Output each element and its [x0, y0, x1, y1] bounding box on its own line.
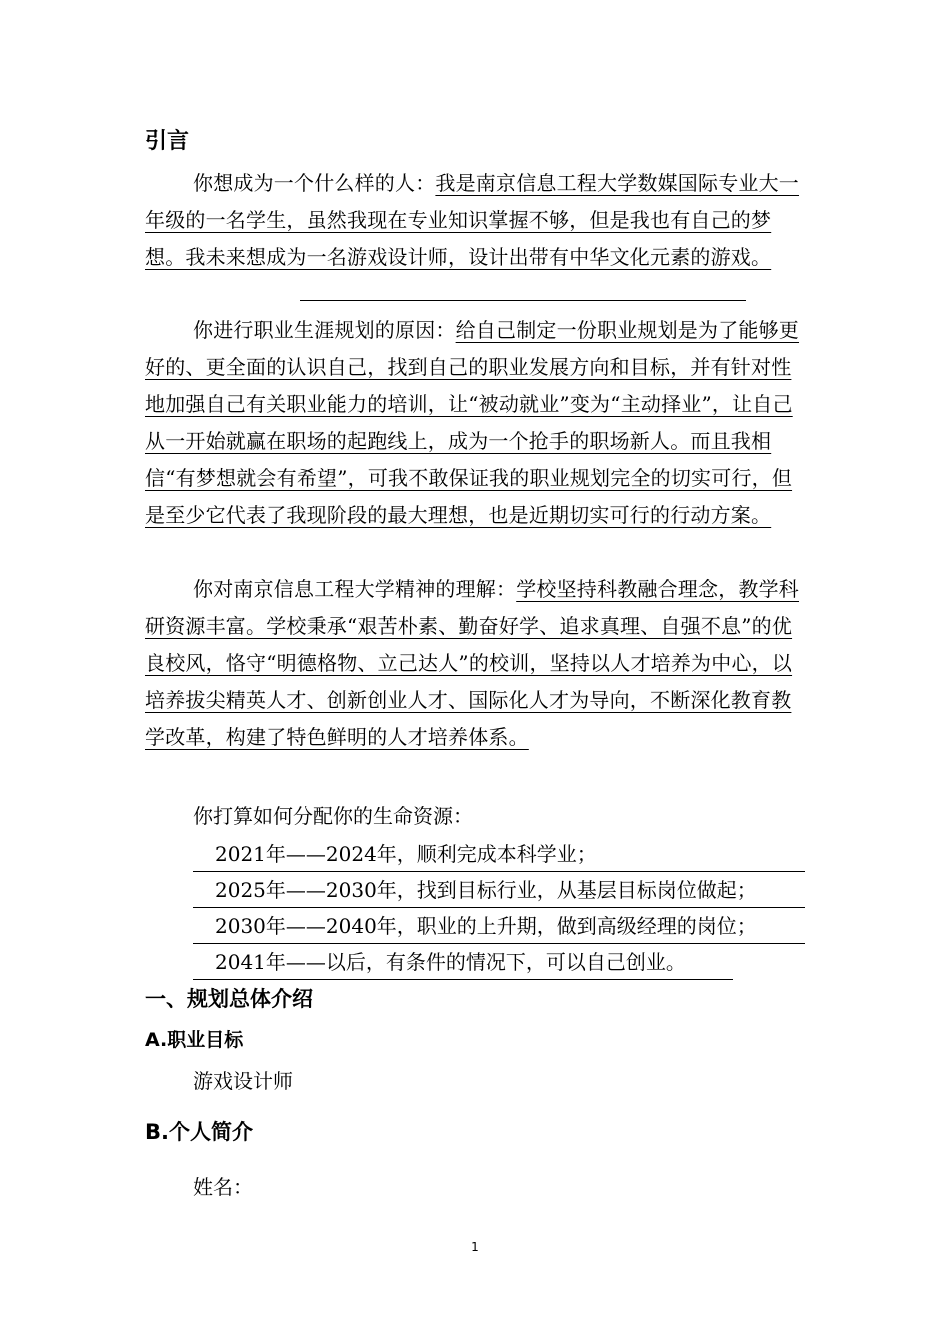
q3-answer: 学校坚持科教融合理念，教学科研资源丰富。学校秉承“艰苦朴素、勤奋好学、追求真理、自强不息”的优良校风，恪守“明德格物、立己达人”的校训，坚持以人才培养为中心，以培养拔尖精英人才、创新创业人才、国际化人才为导向，不断深化教育教学改革，构建了特色鲜明的人才培养体系。	[145, 577, 800, 749]
q2-answer: 给自己制定一份职业规划是为了能够更好的、更全面的认识自己，找到自己的职业发展方向和目标，并有针对性地加强自己有关职业能力的培训，让“被动就业”变为“主动择业”，让自己从一开始就赢在职场的起跑线上，成为一个抢手的职场新人。而且我相信“有梦想就会有希望”，可我不敢保证我的职业规划完全的切实可行，但是至少它代表了我现阶段的最大理想，也是近期切实可行的行动方案。	[145, 318, 800, 527]
q2-paragraph	[145, 312, 810, 534]
q4-label: 你打算如何分配你的生命资源：	[193, 804, 473, 828]
section-heading: 一、规划总体介绍	[145, 987, 313, 1011]
list-item: 2030年——2040年，职业的上升期，做到高级经理的岗位；	[193, 908, 805, 944]
life-resources-list	[193, 836, 805, 980]
q1-answer: 我是南京信息工程大学数媒国际专业大一年级的一名学生，虽然我现在专业知识掌握不够，但是我也有自己的梦想。我未来想成为一名游戏设计师，设计出带有中华文化元素的游戏。	[145, 171, 800, 269]
q3-label: 你对南京信息工程大学精神的理解：	[193, 577, 517, 601]
list-item: 2021年——2024年，顺利完成本科学业；	[193, 836, 805, 872]
career-goal-heading: A.职业目标	[145, 1029, 244, 1051]
career-goal-text: 游戏设计师	[193, 1069, 293, 1093]
q1-fill-line	[300, 300, 746, 301]
intro-heading: 引言	[145, 129, 190, 154]
q1-paragraph	[145, 165, 810, 276]
list-item: 2041年——以后，有条件的情况下，可以自己创业。	[193, 944, 733, 980]
q1-label: 你想成为一个什么样的人：	[193, 171, 436, 195]
name-label: 姓名：	[193, 1175, 253, 1199]
q2-label: 你进行职业生涯规划的原因：	[193, 318, 456, 342]
page-number: 1	[471, 1240, 479, 1254]
list-item: 2025年——2030年，找到目标行业，从基层目标岗位做起；	[193, 872, 805, 908]
q3-paragraph	[145, 571, 810, 756]
profile-heading: B.个人简介	[145, 1120, 253, 1144]
